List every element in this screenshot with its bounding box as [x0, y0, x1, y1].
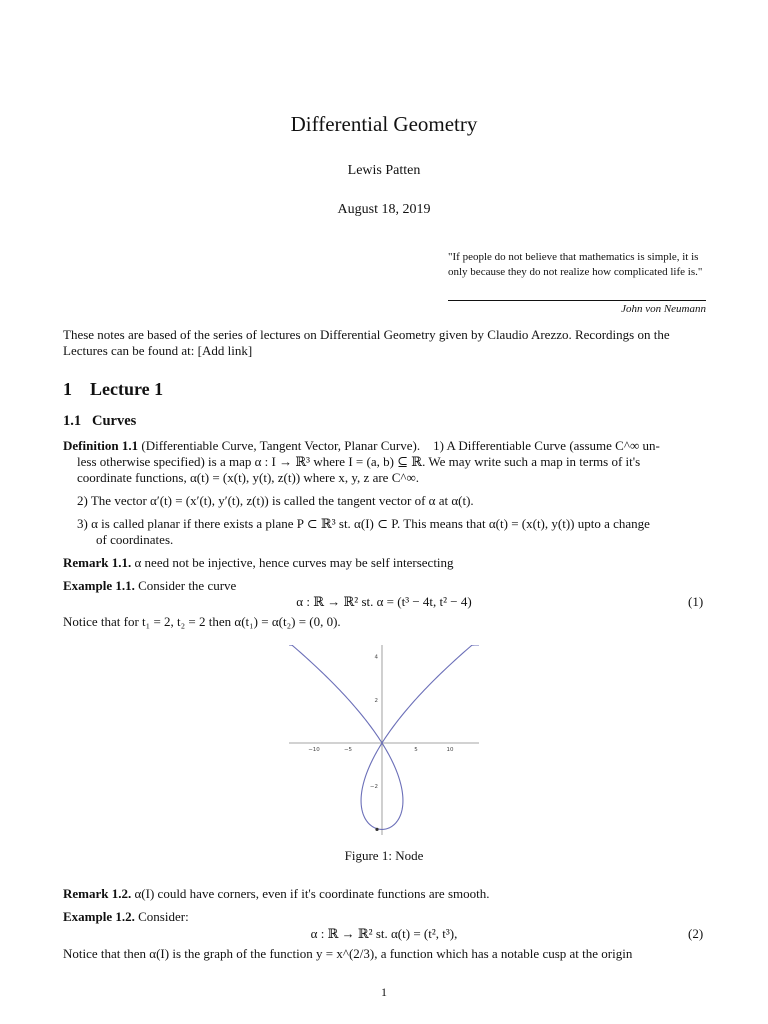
- definition-item-2-text: The vector α′(t) = (x′(t), y′(t), z(t)) is called the tangent vector of α at α(t).: [90, 493, 474, 508]
- example-2-label: Example 1.2.: [63, 909, 135, 924]
- example-1-heading: [63, 578, 705, 594]
- page-number: 1: [381, 985, 387, 999]
- curve-line: [289, 645, 479, 829]
- definition-item-1-number: 1): [433, 438, 444, 453]
- paper-date: August 18, 2019: [337, 202, 431, 217]
- node-curve-figure: [289, 645, 479, 835]
- remark-1-label: Remark 1.1.: [63, 555, 132, 570]
- paper-title: Differential Geometry: [290, 112, 478, 136]
- example-1-label: Example 1.1.: [63, 578, 135, 593]
- definition-item-1-line-1: A Differentiable Curve (assume C^∞ un-: [446, 438, 660, 453]
- definition-item-2-number: 2): [77, 493, 88, 508]
- author-name: Lewis Patten: [347, 163, 421, 178]
- remark-2-label: Remark 1.2.: [63, 886, 132, 901]
- definition-block: [63, 438, 705, 486]
- y-tick-label: 2: [374, 697, 378, 704]
- y-tick-label: −2: [369, 784, 378, 791]
- example-1-after: Notice that for t₁ = 2, t₂ = 2 then α(t₁) = α(t₂) = (0, 0).: [63, 614, 341, 629]
- section-number: 1: [63, 379, 72, 399]
- example-2-after: Notice that then α(I) is the graph of the function y = x^(2/3), a function which has a notable cusp at the origin: [63, 946, 633, 961]
- definition-label: Definition 1.1: [63, 438, 139, 453]
- curve-endpoint: [375, 828, 378, 831]
- intro-paragraph: These notes are based of the series of lectures on Differential Geometry given by Claudio Arezzo. Recordings on the Lectures can be found at: [Add link]: [63, 327, 670, 358]
- section-heading: [63, 379, 163, 400]
- x-tick-label: −10: [308, 747, 320, 753]
- definition-item-3-line-1: α is called planar if there exists a plane P ⊂ ℝ³ st. α(I) ⊂ P. This means that α(t) = (x(t), y(t)) upto a change: [91, 516, 650, 531]
- remark-2: [63, 886, 705, 902]
- section-title: Lecture 1: [90, 379, 164, 399]
- remark-2-text: α(I) could have corners, even if it's coordinate functions are smooth.: [134, 886, 490, 901]
- definition-item-1-line-2: less otherwise specified) is a map α : I → ℝ³ where I = (a, b) ⊆ ℝ. We may write such a map in terms of it's: [77, 454, 641, 469]
- definition-item-3-number: 3): [77, 516, 88, 531]
- definition-item-2: [63, 493, 705, 509]
- epigraph-quote: "If people do not believe that mathematics is simple, it is only because they do not realize how complicated life is.": [448, 251, 703, 278]
- subsection-title: Curves: [92, 413, 137, 429]
- equation-2-number: (2): [688, 926, 704, 941]
- epigraph-attribution: John von Neumann: [621, 303, 706, 315]
- definition-line-1: [63, 438, 705, 454]
- y-tick-label: 4: [374, 654, 378, 661]
- x-tick-label: 10: [446, 747, 454, 753]
- example-1-text: Consider the curve: [138, 578, 237, 593]
- example-2-text: Consider:: [138, 909, 189, 924]
- figure-caption: Figure 1: Node: [344, 848, 424, 863]
- definition-item-3: [63, 516, 705, 548]
- x-tick-label: −5: [343, 747, 353, 753]
- remark-1: [63, 555, 705, 571]
- definition-item-1-line-3: coordinate functions, α(t) = (x(t), y(t), z(t)) where x, y, z are C^∞.: [77, 470, 419, 485]
- definition-note: (Differentiable Curve, Tangent Vector, Planar Curve).: [141, 438, 421, 453]
- epigraph-rule: [448, 300, 706, 301]
- subsection-heading: [63, 413, 136, 430]
- remark-1-text: α need not be injective, hence curves may be self intersecting: [134, 555, 454, 570]
- equation-1-number: (1): [688, 594, 704, 609]
- equation-1: α : ℝ → ℝ² st. α = (t³ − 4t, t² − 4): [296, 594, 472, 609]
- example-2-heading: [63, 909, 705, 925]
- subsection-number: 1.1: [63, 413, 82, 429]
- definition-item-3-line-2: of coordinates.: [96, 532, 174, 547]
- x-tick-label: 5: [414, 747, 418, 753]
- equation-2: α : ℝ → ℝ² st. α(t) = (t², t³),: [310, 926, 458, 941]
